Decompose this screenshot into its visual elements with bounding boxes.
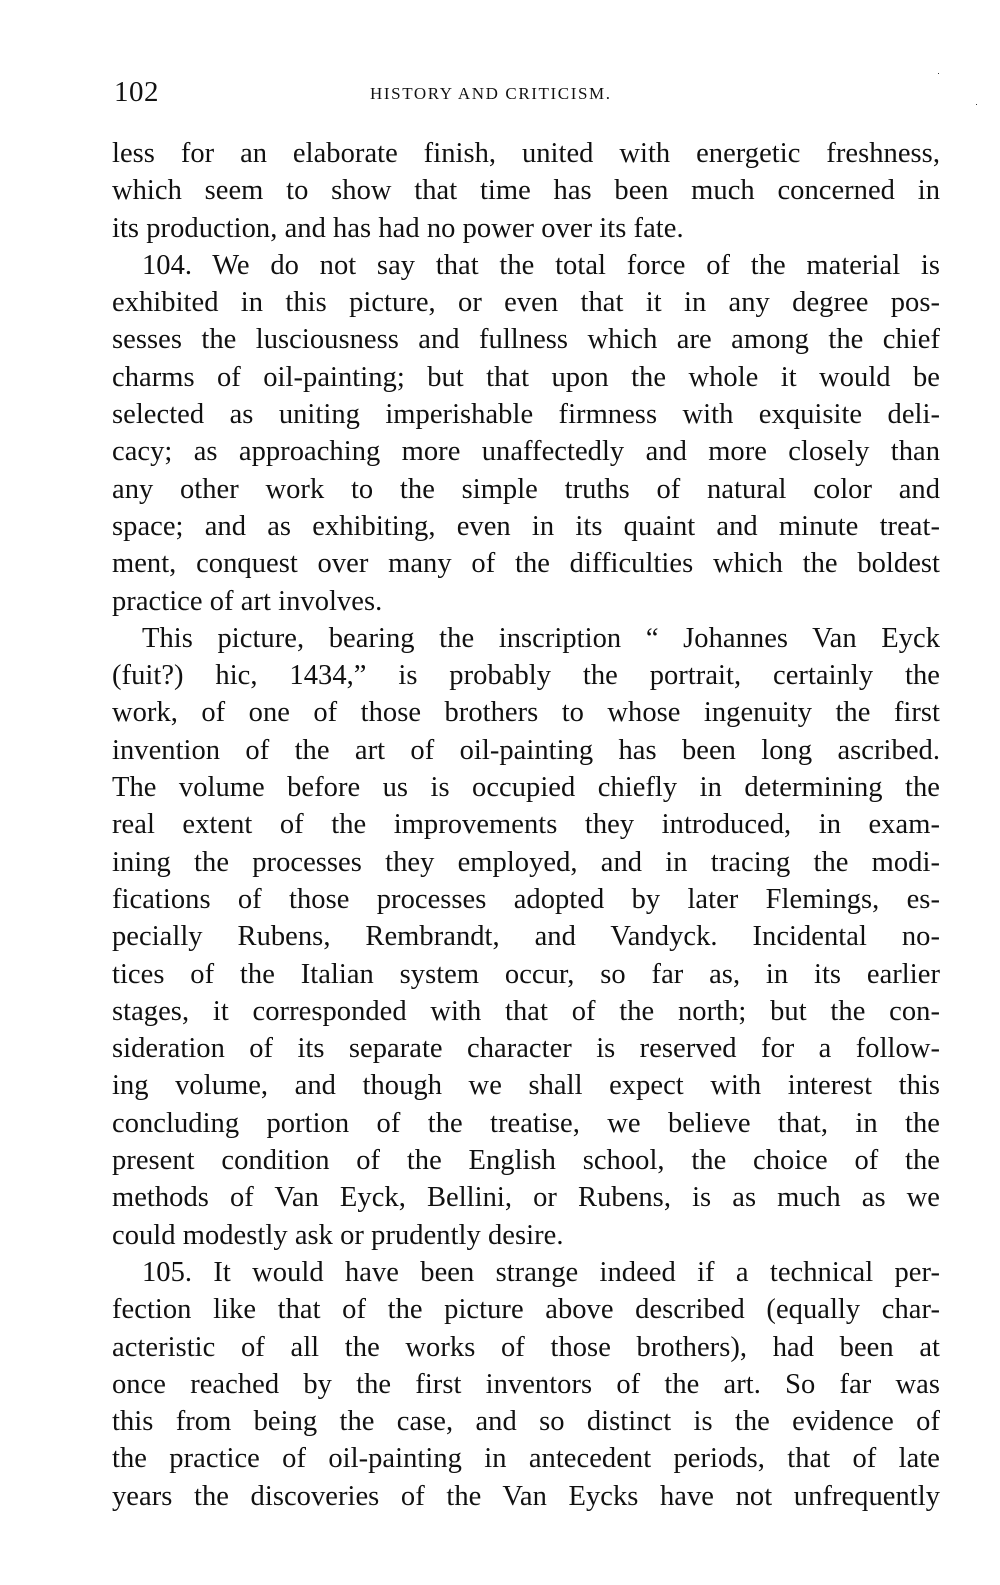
text-line: stages, it corresponded with that of the north; but the con- bbox=[112, 995, 940, 1027]
text-line: concluding portion of the treatise, we believe that, in the bbox=[112, 1107, 940, 1139]
text-line: sesses the lusciousness and fullness which are among the chief bbox=[112, 324, 940, 356]
text-line: which seem to show that time has been much concerned in bbox=[112, 175, 940, 207]
text-line: fications of those processes adopted by later Flemings, es- bbox=[112, 883, 940, 915]
text-line: exhibited in this picture, or even that it in any degree pos- bbox=[112, 287, 940, 319]
paragraph-104 bbox=[112, 247, 940, 620]
text-line: the practice of oil-painting in antecedent periods, that of late bbox=[112, 1443, 940, 1475]
text-line: charms of oil-painting; but that upon the whole it would be bbox=[112, 361, 940, 393]
page-number: 102 bbox=[114, 76, 159, 108]
scan-speck bbox=[976, 104, 977, 105]
text-line: (fuit?) hic, 1434,” is probably the portrait, certainly the bbox=[112, 660, 940, 692]
text-line: less for an elaborate finish, united with energetic freshness, bbox=[112, 138, 940, 169]
text-line: space; and as exhibiting, even in its quaint and minute treat- bbox=[112, 510, 940, 542]
text-line: could modestly ask or prudently desire. bbox=[112, 1219, 564, 1251]
text-line: 105. It would have been strange indeed if a technical per- bbox=[142, 1256, 940, 1288]
text-line: invention of the art of oil-painting has been long ascribed. bbox=[112, 734, 940, 766]
running-head bbox=[112, 76, 940, 110]
text-line: sideration of its separate character is reserved for a follow- bbox=[112, 1033, 940, 1065]
text-line: this from being the case, and so distinct is the evidence of bbox=[112, 1406, 940, 1438]
body-text bbox=[112, 135, 940, 1515]
paragraph-105 bbox=[112, 1254, 940, 1515]
text-line: ining the processes they employed, and in tracing the modi- bbox=[112, 846, 940, 878]
text-line: pecially Rubens, Rembrandt, and Vandyck. Incidental no- bbox=[112, 921, 940, 953]
text-line: cacy; as approaching more unaffectedly and more closely than bbox=[112, 436, 940, 468]
text-line: work, of one of those brothers to whose ingenuity the first bbox=[112, 697, 940, 729]
text-line: any other work to the simple truths of natural color and bbox=[112, 473, 940, 505]
text-line: its production, and has had no power over its fate. bbox=[112, 212, 684, 244]
text-line: selected as uniting imperishable firmness with exquisite deli- bbox=[112, 399, 940, 431]
text-line: ment, conquest over many of the difficulties which the boldest bbox=[112, 548, 940, 580]
text-line: methods of Van Eyck, Bellini, or Rubens, is as much as we bbox=[112, 1182, 940, 1214]
paragraph bbox=[112, 135, 940, 247]
text-line: acteristic of all the works of those brothers), had been at bbox=[112, 1331, 940, 1363]
text-line: real extent of the improvements they introduced, in exam- bbox=[112, 809, 940, 841]
text-line: The volume before us is occupied chiefly in determining the bbox=[112, 772, 940, 804]
text-line: 104. We do not say that the total force of the material is bbox=[142, 249, 940, 281]
paragraph bbox=[112, 620, 940, 1254]
scan-speck bbox=[938, 73, 939, 74]
text-line: tices of the Italian system occur, so far as, in its earlier bbox=[112, 958, 940, 990]
text-line: fection like that of the picture above described (equally char- bbox=[112, 1294, 940, 1326]
text-line: ing volume, and though we shall expect with interest this bbox=[112, 1070, 940, 1102]
text-line: years the discoveries of the Van Eycks have not unfrequently bbox=[112, 1480, 940, 1512]
text-line: present condition of the English school, the choice of the bbox=[112, 1145, 940, 1177]
text-line: once reached by the first inventors of the art. So far was bbox=[112, 1368, 940, 1400]
text-line: This picture, bearing the inscription “ Johannes Van Eyck bbox=[142, 622, 940, 654]
running-title: HISTORY AND CRITICISM. bbox=[370, 84, 612, 103]
text-line: practice of art involves. bbox=[112, 585, 383, 617]
